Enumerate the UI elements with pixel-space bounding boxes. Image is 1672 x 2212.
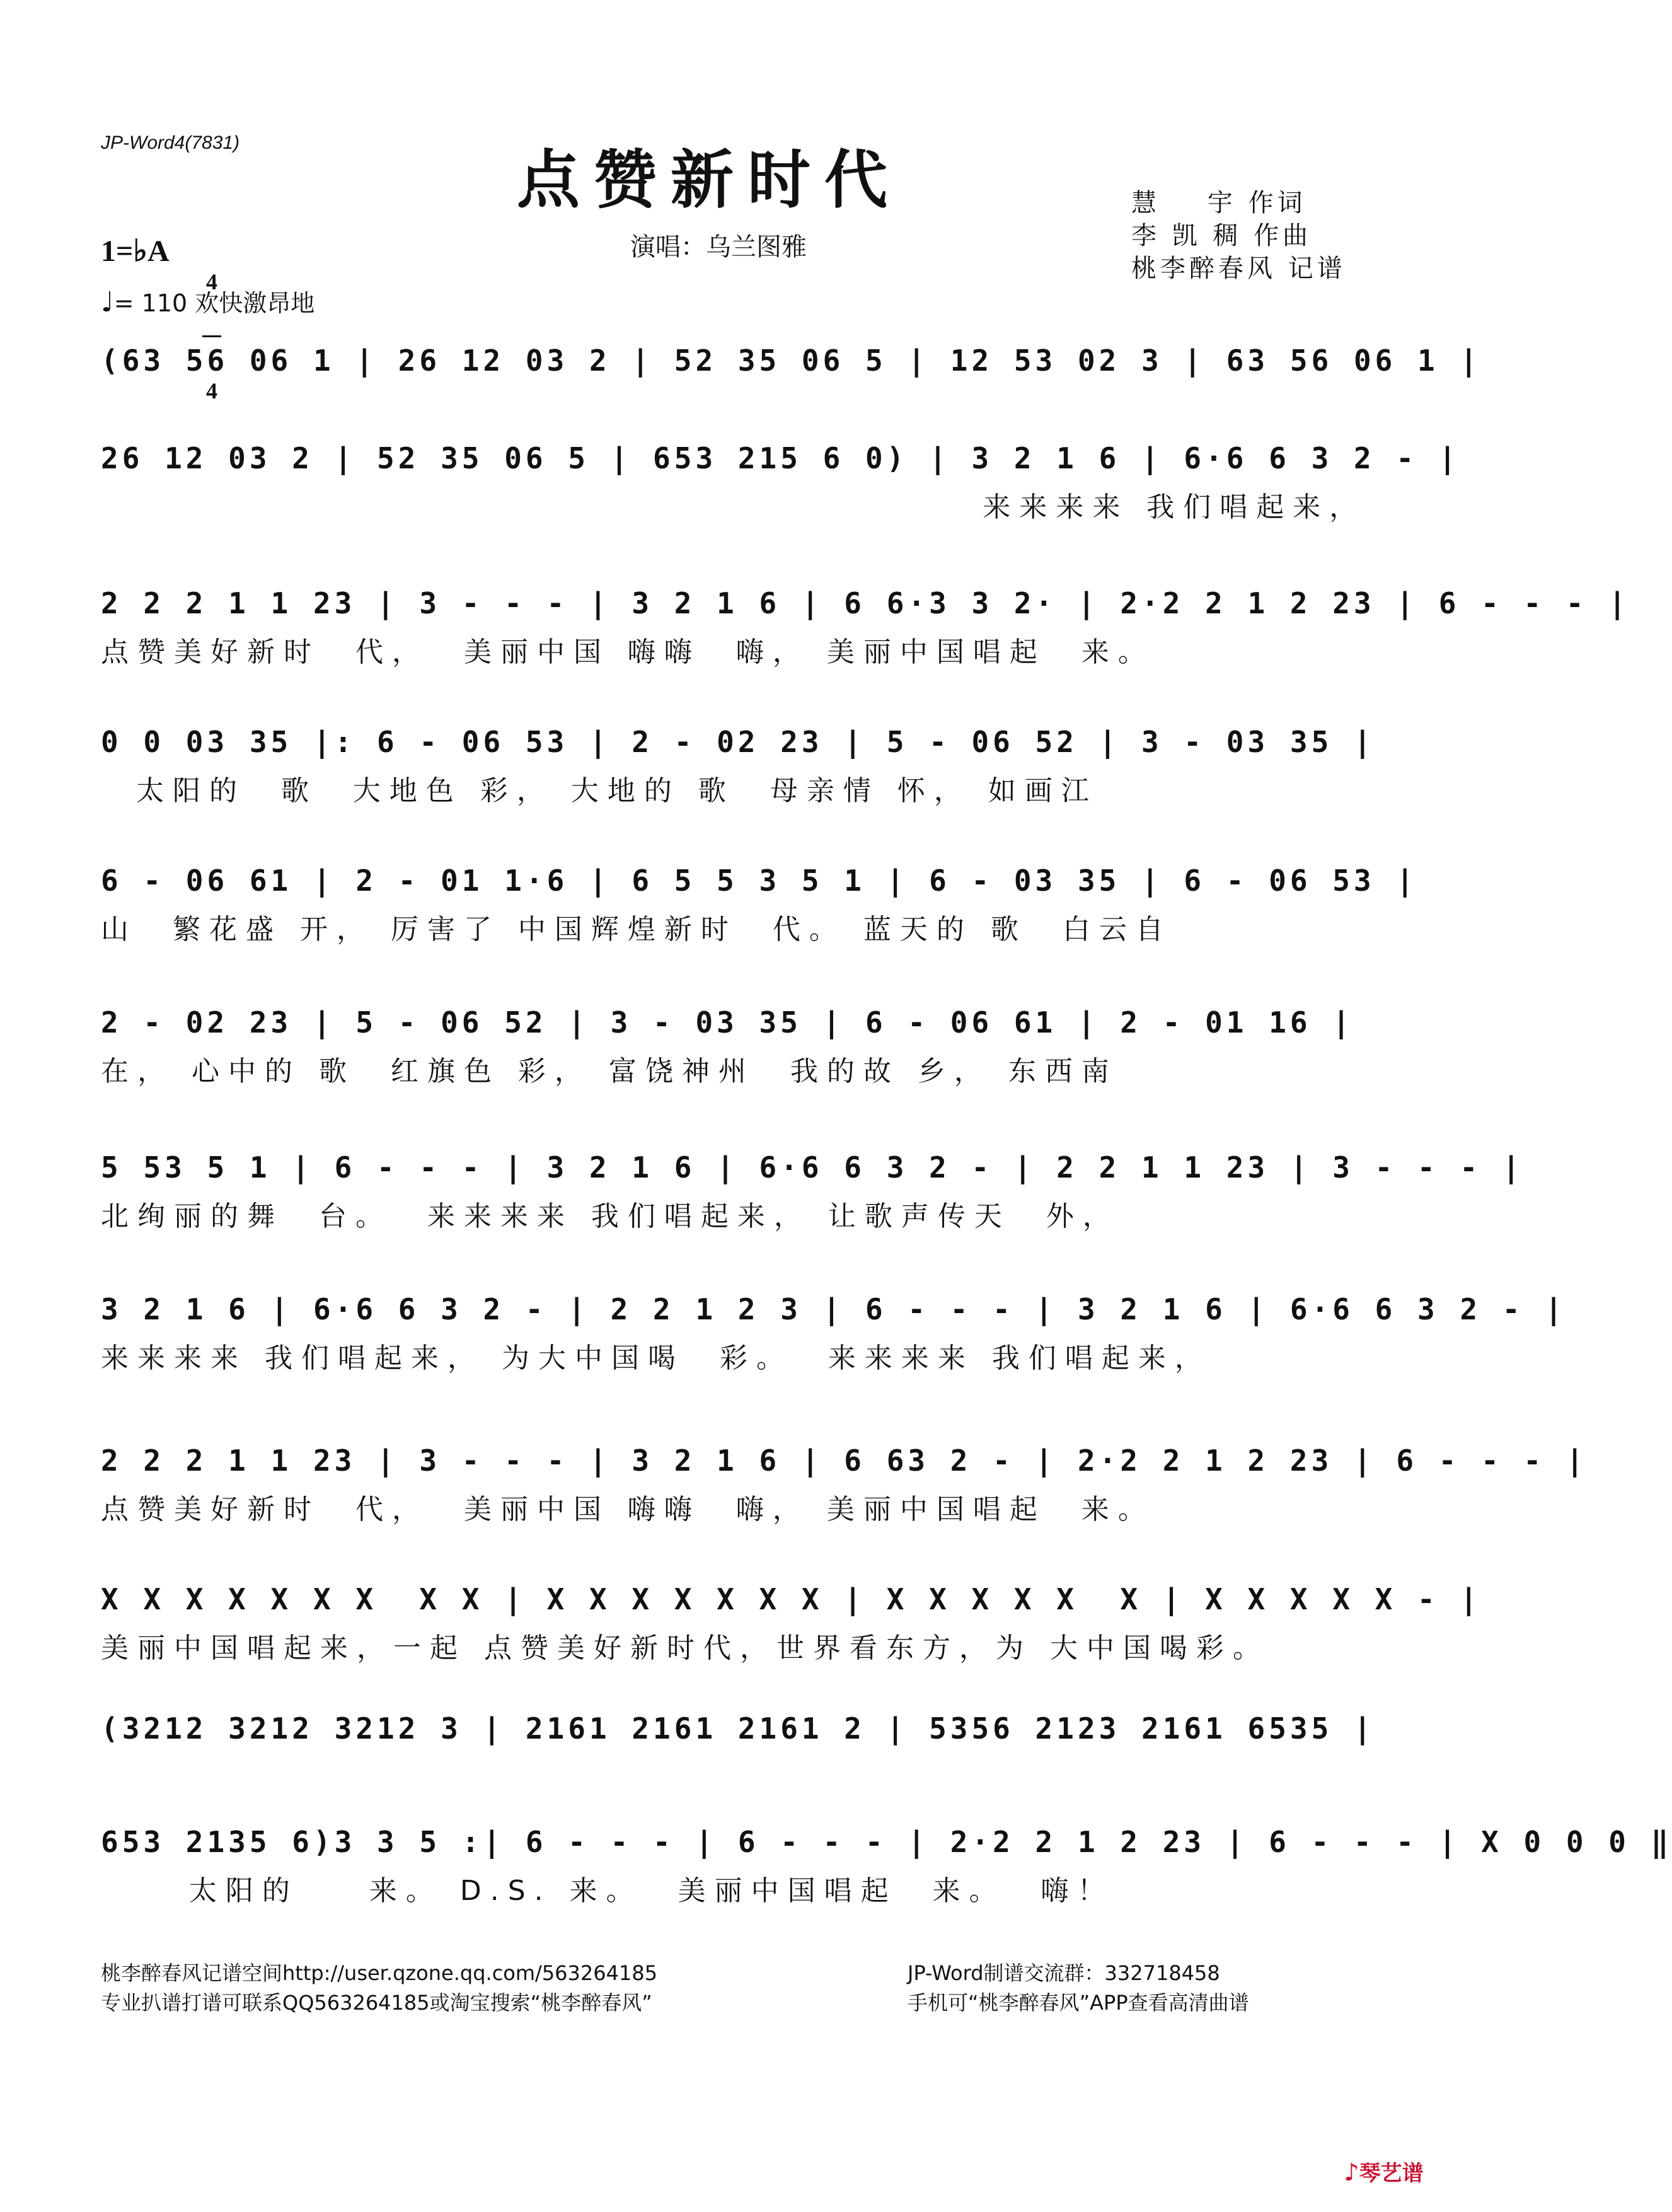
site-logo: [1314, 2131, 1424, 2212]
time-signature-divider: [202, 335, 221, 337]
notation-line: 6 - 06 61 | 2 - 01 1·6 | 6 5 5 3 5 1 | 6 - 03 35 | 6 - 06 53 |: [101, 864, 1418, 898]
key-signature: 1=♭A: [101, 235, 170, 268]
lyric-line: 美丽中国唱起来，一起 点赞美好新时代，世界看东方，为 大中国喝彩。: [101, 1632, 1269, 1664]
lyric-line: 北绚丽的舞 台。 来来来来 我们唱起来， 让歌声传天 外，: [101, 1200, 1119, 1232]
lyric-line: 来来来来 我们唱起来，: [101, 491, 1366, 523]
song-title: 点赞新时代: [517, 143, 901, 217]
notation-line: 26 12 03 2 | 52 35 06 5 | 653 215 6 0) | 3 2 1 6 | 6·6 6 3 2 - |: [101, 441, 1460, 475]
tempo-text: = 110 欢快激昂地: [113, 289, 315, 317]
logo-text: 琴艺谱: [1359, 2161, 1424, 2186]
time-signature: [200, 228, 223, 444]
lyric-line: 山 繁花盛 开， 厉害了 中国辉煌新时 代。 蓝天的 歌 白云自: [101, 913, 1172, 946]
footer-right-line-1: JP-Word制谱交流群：332718458: [908, 1961, 1220, 1985]
time-signature-bottom: 4: [206, 378, 217, 403]
notation-line: 3 2 1 6 | 6·6 6 3 2 - | 2 2 1 2 3 | 6 - - - | 3 2 1 6 | 6·6 6 3 2 - |: [101, 1292, 1566, 1326]
footer-left-line-1: 桃李醉春风记谱空间http://user.qzone.qq.com/563264185: [101, 1961, 658, 1985]
lyric-line: 来来来来 我们唱起来， 为大中国喝 彩。 来来来来 我们唱起来，: [101, 1342, 1211, 1374]
transcriber-credit: 桃李醉春风 记谱: [1131, 254, 1346, 283]
time-signature-top: 4: [206, 269, 217, 294]
software-version: JP-Word4(7831): [101, 132, 240, 153]
notation-line: X X X X X X X X X | X X X X X X X | X X X X X X | X X X X X - |: [101, 1582, 1482, 1616]
notation-line: (3212 3212 3212 3 | 2161 2161 2161 2 | 5356 2123 2161 6535 |: [101, 1711, 1375, 1746]
music-logo-icon: ♪: [1344, 2158, 1359, 2186]
quarter-note-icon: ♩: [101, 286, 114, 318]
notation-line: (63 56 06 1 | 26 12 03 2 | 52 35 06 5 | 12 53 02 3 | 63 56 06 1 |: [101, 344, 1482, 378]
notation-line: 2 2 2 1 1 23 | 3 - - - | 3 2 1 6 | 6 63 2 - | 2·2 2 1 2 23 | 6 - - - |: [101, 1444, 1588, 1478]
notation-line: 2 2 2 1 1 23 | 3 - - - | 3 2 1 6 | 6 6·3 3 2· | 2·2 2 1 2 23 | 6 - - - |: [101, 586, 1630, 620]
notation-line: 5 53 5 1 | 6 - - - | 3 2 1 6 | 6·6 6 3 2 - | 2 2 1 1 23 | 3 - - - |: [101, 1150, 1524, 1184]
lyric-line: 在， 心中的 歌 红旗色 彩， 富饶神州 我的故 乡， 东西南: [101, 1055, 1118, 1087]
lyric-line: 太阳的 歌 大地色 彩， 大地的 歌 母亲情 怀， 如画江: [101, 775, 1098, 807]
footer-right-line-2: 手机可“桃李醉春风”APP查看高清曲谱: [908, 1991, 1249, 2015]
notation-line: 0 0 03 35 |: 6 - 06 53 | 2 - 02 23 | 5 - 06 52 | 3 - 03 35 |: [101, 725, 1375, 759]
lyric-line: 点赞美好新时 代， 美丽中国 嗨嗨 嗨， 美丽中国唱起 来。: [101, 636, 1155, 668]
lyric-line: 点赞美好新时 代， 美丽中国 嗨嗨 嗨， 美丽中国唱起 来。: [101, 1493, 1155, 1526]
lyric-line: 太阳的 来。 D.S. 来。 美丽中国唱起 来。 嗨！: [101, 1875, 1114, 1907]
footer-left-line-2: 专业扒谱打谱可联系QQ563264185或淘宝搜索“桃李醉春风”: [101, 1991, 652, 2015]
notation-line: 653 2135 6)3 3 5 :| 6 - - - | 6 - - - | 2·2 2 1 2 23 | 6 - - - | X 0 0 0 ‖: [101, 1825, 1672, 1859]
notation-line: 2 - 02 23 | 5 - 06 52 | 3 - 03 35 | 6 - 06 61 | 2 - 01 16 |: [101, 1005, 1354, 1039]
singer-credit: 演唱：乌兰图雅: [630, 233, 807, 262]
lyricist-credit: 慧 宇 作词: [1131, 188, 1306, 217]
composer-credit: 李 凯 稠 作曲: [1131, 221, 1312, 250]
tempo-marking: [101, 284, 314, 318]
